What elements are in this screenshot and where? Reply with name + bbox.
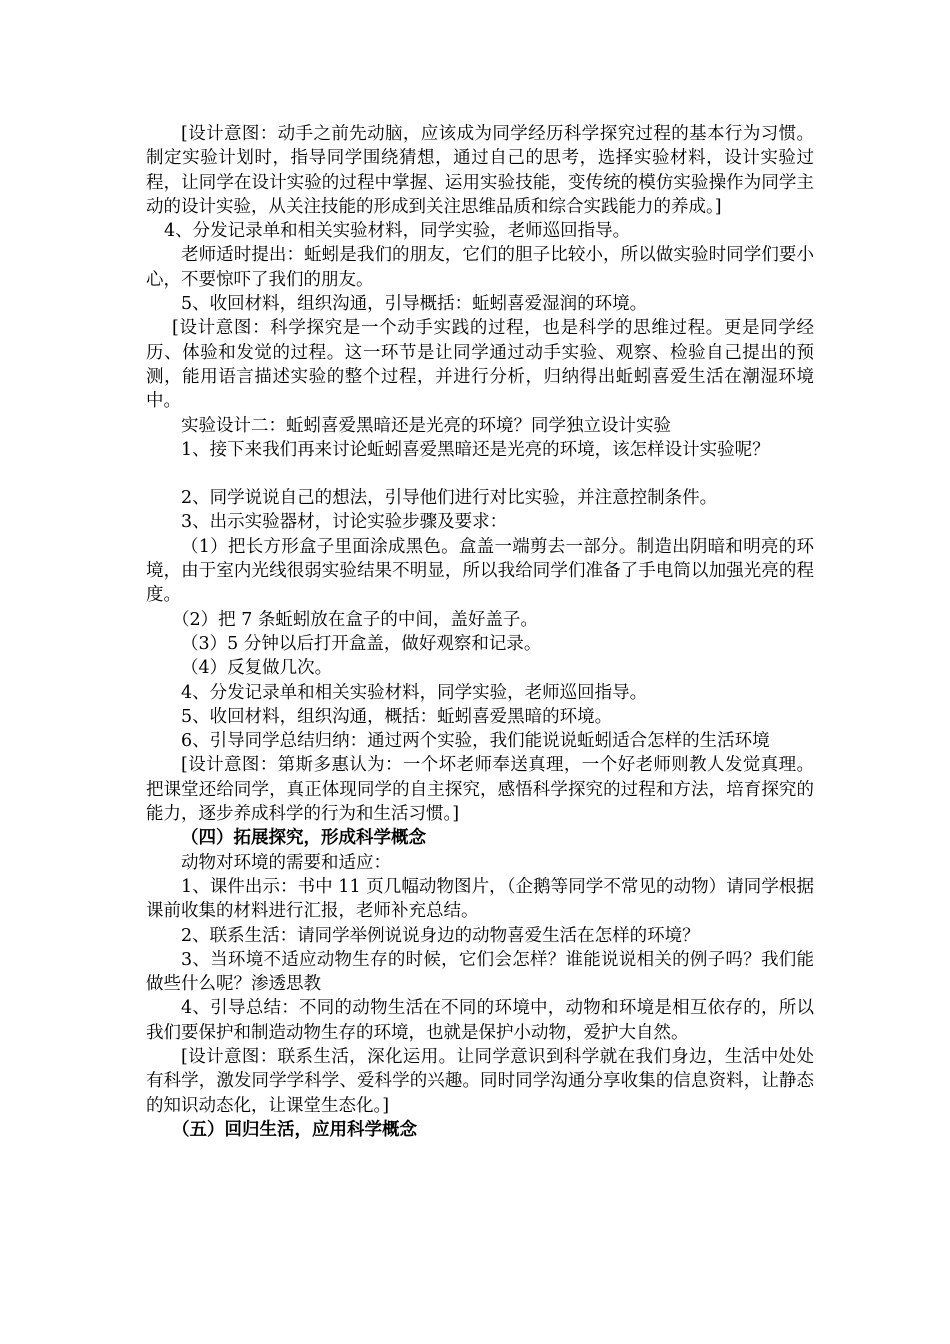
- procedure-item: （1）把长方形盒子里面涂成黑色。盒盖一端剪去一部分。制造出阴暗和明亮的环境，由于室内光线很弱实验结果不明显，所以我给同学们准备了手电筒以加强光亮的程度。: [146, 536, 814, 606]
- step-paragraph: 5、收回材料，组织沟通，概括：蚯蚓喜爱黑暗的环境。: [181, 706, 613, 727]
- step-paragraph: 4、分发记录单和相关实验材料，同学实验，老师巡回指导。: [181, 682, 648, 703]
- step-paragraph: 1、接下来我们再来讨论蚯蚓喜爱黑暗还是光亮的环境，该怎样设计实验呢？: [181, 439, 770, 460]
- subheading: 动物对环境的需要和适应：: [181, 852, 391, 873]
- step-paragraph: 4、分发记录单和相关实验材料，同学实验，老师巡回指导。: [164, 221, 631, 242]
- step-paragraph: 2、联系生活：请同学举例说说身边的动物喜爱生活在怎样的环境？: [181, 925, 700, 946]
- experiment-heading: 实验设计二：蚯蚓喜爱黑暗还是光亮的环境？同学独立设计实验: [181, 415, 671, 436]
- step-paragraph: 3、当环境不适应动物生存的时候，它们会怎样？谁能说说相关的例子吗？我们能做些什么呢？渗透思教: [146, 949, 814, 995]
- document-body: [146, 122, 814, 1142]
- design-intent-paragraph: [设计意图：第斯多惠认为：一个坏老师奉送真理，一个好老师则教人发觉真理。把课堂还给同学，真正体现同学的自主探究，感悟科学探究的过程和方法，培育探究的能力，逐步养成科学的行为和生活习惯。]: [146, 755, 814, 825]
- step-paragraph: 3、出示实验器材，讨论实验步骤及要求：: [181, 512, 508, 533]
- section-heading-5: （五）回归生活，应用科学概念: [172, 1119, 417, 1140]
- design-intent-paragraph: [设计意图：联系生活，深化运用。让同学意识到科学就在我们身边，生活中处处有科学，激发同学学科学、爱科学的兴趣。同时同学沟通分享收集的信息资料，让静态的知识动态化，让课堂生态化。]: [146, 1046, 814, 1116]
- step-paragraph: 1、课件出示：书中 11 页几幅动物图片，（企鹅等同学不常见的动物）请同学根据课前收集的材料进行汇报，老师补充总结。: [146, 876, 814, 922]
- step-paragraph: 5、收回材料，组织沟通，引导概括：蚯蚓喜爱湿润的环境。: [181, 294, 648, 315]
- procedure-item: （4）反复做几次。: [181, 658, 333, 679]
- step-paragraph: 6、引导同学总结归纳：通过两个实验，我们能说说蚯蚓适合怎样的生活环境: [181, 731, 770, 752]
- step-paragraph: 2、同学说说自己的想法，引导他们进行对比实验，并注意控制条件。: [181, 488, 718, 509]
- section-heading-4: （四）拓展探究，形成科学概念: [181, 828, 426, 849]
- procedure-item: （2）把 7 条蚯蚓放在盒子的中间，盖好盖子。: [172, 609, 538, 630]
- teacher-note-paragraph: 老师适时提出：蚯蚓是我们的朋友，它们的胆子比较小，所以做实验时同学们要小心，不要惊吓了我们的朋友。: [146, 245, 814, 290]
- step-paragraph: 4、引导总结：不同的动物生活在不同的环境中，动物和环境是相互依存的，所以我们要保护和制造动物生存的环境，也就是保护小动物，爱护大自然。: [146, 998, 814, 1043]
- blank-line: [146, 462, 814, 486]
- design-intent-paragraph: [设计意图：科学探究是一个动手实践的过程，也是科学的思维过程。更是同学经历、体验和发觉的过程。这一环节是让同学通过动手实验、观察、检验自己提出的预测，能用语言描述实验的整个过程，并进行分析，归纳得出蚯蚓喜爱生活在潮湿环境中。: [146, 318, 814, 412]
- design-intent-paragraph: [设计意图：动手之前先动脑，应该成为同学经历科学探究过程的基本行为习惯。制定实验计划时，指导同学围绕猜想，通过自己的思考，选择实验材料，设计实验过程，让同学在设计实验的过程中掌握、运用实验技能，变传统的模仿实验操作为同学主动的设计实验，从关注技能的形成到关注思维品质和综合实践能力的养成。]: [146, 124, 814, 217]
- procedure-item: （3）5 分钟以后打开盒盖，做好观察和记录。: [181, 633, 542, 654]
